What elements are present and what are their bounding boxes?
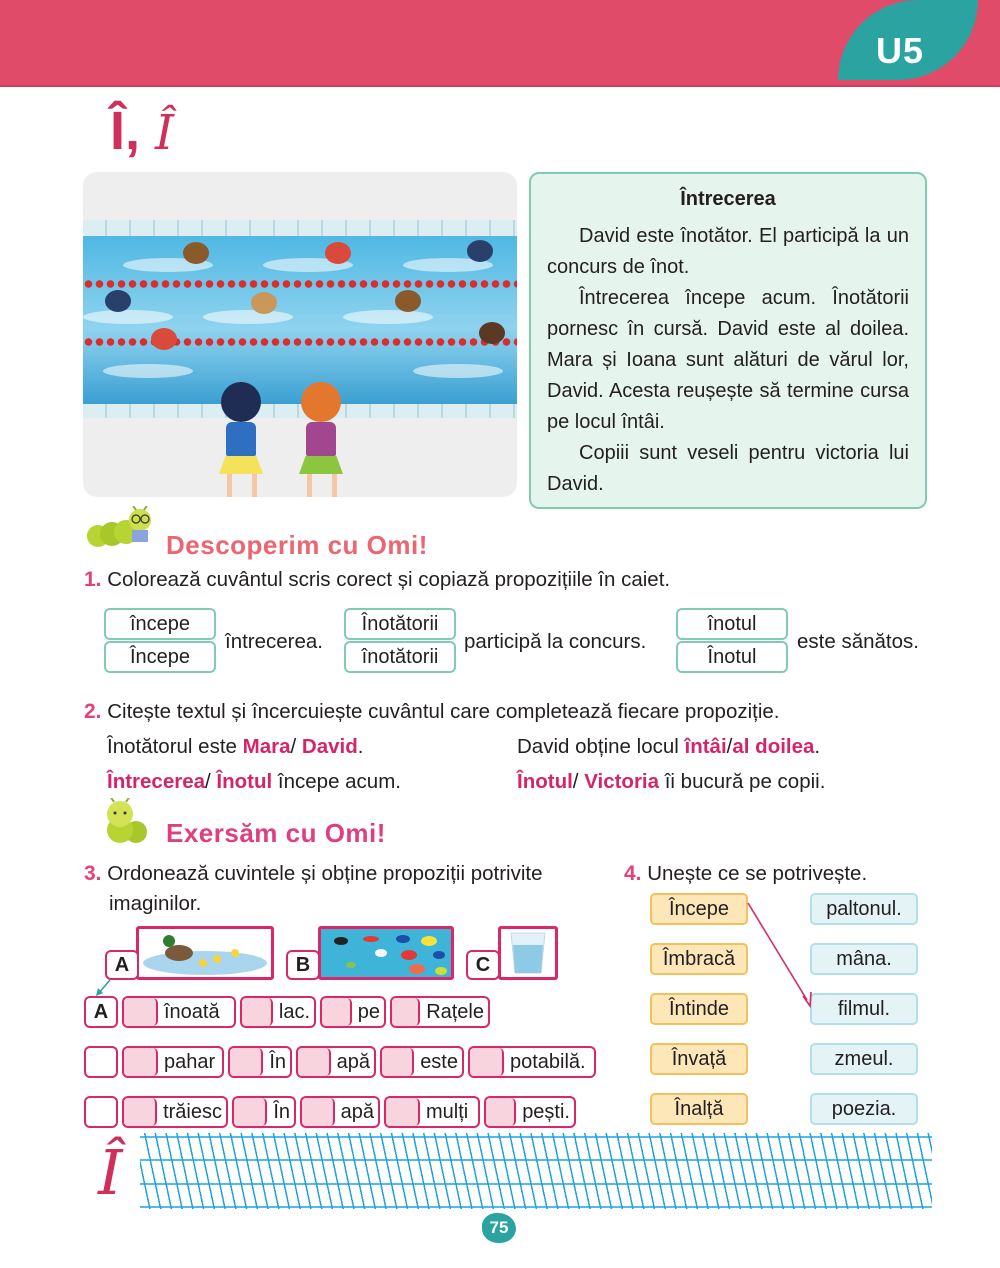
image-label-a: A xyxy=(105,950,139,980)
number-slot[interactable] xyxy=(124,1048,158,1076)
word-tile[interactable]: În xyxy=(232,1096,296,1128)
word-option[interactable]: Înotul xyxy=(676,641,788,673)
q1-text: Colorează cuvântul scris corect și copiază propozițiile în caiet. xyxy=(107,568,671,591)
number-slot[interactable] xyxy=(242,998,273,1026)
word-tile[interactable]: Rațele xyxy=(390,996,490,1028)
swimmer-icon xyxy=(183,242,209,264)
match-left-item[interactable]: Învață xyxy=(650,1043,748,1075)
choice-word[interactable]: al doilea xyxy=(732,735,815,758)
number-slot[interactable] xyxy=(470,1048,504,1076)
arrow-icon xyxy=(94,978,114,998)
caterpillar-icon xyxy=(98,798,154,844)
number-slot[interactable] xyxy=(392,998,420,1026)
q4-number: 4. xyxy=(624,862,642,885)
number-slot[interactable] xyxy=(302,1098,335,1126)
match-right-item[interactable]: paltonul. xyxy=(810,893,918,925)
q1-instruction xyxy=(84,568,670,592)
story-box xyxy=(529,172,927,509)
order-answer-box[interactable] xyxy=(84,1096,118,1128)
q4-instruction xyxy=(624,862,867,886)
image-label-c: C xyxy=(466,950,500,980)
word-option[interactable]: începe xyxy=(104,608,216,640)
order-answer-box[interactable]: A xyxy=(84,996,118,1028)
word-tile[interactable]: pești. xyxy=(484,1096,576,1128)
number-slot[interactable] xyxy=(386,1098,420,1126)
word-tile[interactable]: mulți xyxy=(384,1096,480,1128)
page-number: 75 xyxy=(482,1213,516,1243)
choice-word[interactable]: întâi xyxy=(684,735,727,758)
q3-text: Ordonează cuvintele și obține propoziții potrivite xyxy=(107,862,543,885)
lane-rope xyxy=(83,338,517,346)
number-slot[interactable] xyxy=(124,1098,157,1126)
swimmer-icon xyxy=(151,328,177,350)
word-tile[interactable]: înoată xyxy=(122,996,236,1028)
script-letter: Î xyxy=(155,105,174,161)
word-tile[interactable]: trăiesc xyxy=(122,1096,228,1128)
q1-sentence-rest: este sănătos. xyxy=(797,630,919,653)
swimmer-icon xyxy=(479,322,505,344)
q3-row-1 xyxy=(84,996,490,1028)
choice-word[interactable]: David xyxy=(301,735,358,758)
word-tile[interactable]: potabilă. xyxy=(468,1046,596,1078)
q1-sentence-rest: întrecerea. xyxy=(225,630,323,653)
match-right-item[interactable]: mâna. xyxy=(810,943,918,975)
swimmer-icon xyxy=(395,290,421,312)
q2-sentence-4: Înotul/ Victoria îi bucură pe copii. xyxy=(517,770,826,793)
lesson-letters xyxy=(110,100,174,162)
word-tile[interactable]: pe xyxy=(320,996,386,1028)
q3-row-2 xyxy=(84,1046,596,1078)
girl-figure-icon xyxy=(301,382,343,497)
q3-text-line2: imaginilor. xyxy=(109,892,202,915)
number-slot[interactable] xyxy=(234,1098,267,1126)
swimmer-icon xyxy=(251,292,277,314)
number-slot[interactable] xyxy=(230,1048,263,1076)
word-option[interactable]: înotătorii xyxy=(344,641,456,673)
section-title-practice: Exersăm cu Omi! xyxy=(166,818,386,848)
match-right-item[interactable]: filmul. xyxy=(810,993,918,1025)
number-slot[interactable] xyxy=(382,1048,414,1076)
choice-word[interactable]: Victoria xyxy=(584,770,660,793)
q4-text: Unește ce se potrivește. xyxy=(647,862,868,885)
example-match-arrow xyxy=(745,900,815,1010)
q1-word-choice-2 xyxy=(344,608,456,673)
q2-number: 2. xyxy=(84,700,102,723)
fish-aquarium-image xyxy=(318,926,454,980)
number-slot[interactable] xyxy=(298,1048,331,1076)
order-answer-box[interactable] xyxy=(84,1046,118,1078)
q2-instruction xyxy=(84,700,780,724)
swimmer-icon xyxy=(467,240,493,262)
q3-row-3 xyxy=(84,1096,576,1128)
match-right-item[interactable]: poezia. xyxy=(810,1093,918,1125)
word-tile[interactable]: este xyxy=(380,1046,464,1078)
section-title-discover: Descoperim cu Omi! xyxy=(166,530,428,560)
word-tile[interactable]: apă xyxy=(296,1046,376,1078)
q2-sentence-3: Întrecerea/ Înotul începe acum. xyxy=(107,770,401,793)
q2-text: Citește textul și încercuiește cuvântul care completează fiecare propoziție. xyxy=(107,700,780,723)
swimmer-icon xyxy=(325,242,351,264)
word-option[interactable]: înotul xyxy=(676,608,788,640)
q1-sentence-rest: participă la concurs. xyxy=(464,630,647,653)
q3-number: 3. xyxy=(84,862,102,885)
choice-word[interactable]: Înotul xyxy=(517,770,573,793)
pool-water xyxy=(83,236,517,404)
print-letter: Î, xyxy=(110,101,141,161)
story-paragraph: Întrecerea începe acum. Înotătorii pornesc în cursă. David este al doilea. Mara și Ioana sunt alături de vărul lor, David. Acesta reușește să termine cursa pe locul întâi. xyxy=(547,287,909,433)
pool-edge xyxy=(83,404,517,418)
q1-word-choice-1 xyxy=(104,608,216,673)
word-tile[interactable]: lac. xyxy=(240,996,316,1028)
choice-word[interactable]: Înotul xyxy=(216,770,273,793)
unit-label: U5 xyxy=(876,30,925,71)
story-title: Întrecerea xyxy=(680,188,776,210)
choice-word[interactable]: Întrecerea xyxy=(107,770,206,793)
image-label-b: B xyxy=(286,950,320,980)
match-left-item[interactable]: Îmbracă xyxy=(650,943,748,975)
lane-rope xyxy=(83,280,517,288)
number-slot[interactable] xyxy=(124,998,158,1026)
q3-instruction xyxy=(84,862,543,886)
word-tile[interactable]: pahar xyxy=(122,1046,224,1078)
word-option[interactable]: Înotătorii xyxy=(344,608,456,640)
model-letter: Î xyxy=(98,1136,123,1209)
number-slot[interactable] xyxy=(322,998,352,1026)
match-left-item[interactable]: Întinde xyxy=(650,993,748,1025)
word-option[interactable]: Începe xyxy=(104,641,216,673)
q1-word-choice-3 xyxy=(676,608,788,673)
girl-figure-icon xyxy=(221,382,263,497)
match-right-item[interactable]: zmeul. xyxy=(810,1043,918,1075)
choice-word[interactable]: Mara xyxy=(242,735,291,758)
q2-sentence-2: David obține locul întâi/al doilea. xyxy=(517,735,821,758)
ducks-on-lake-image xyxy=(136,926,274,980)
story-paragraph: Copiii sunt veseli pentru victoria lui David. xyxy=(547,442,909,495)
story-paragraph: David este înotător. El participă la un concurs de înot. xyxy=(547,225,909,278)
caterpillar-reading-icon xyxy=(86,506,160,550)
word-tile[interactable]: apă xyxy=(300,1096,380,1128)
handwriting-guide-lines xyxy=(140,1133,932,1209)
swimmer-icon xyxy=(105,290,131,312)
q2-sentence-1: Înotătorul este Mara/ David. xyxy=(107,735,364,758)
q1-number: 1. xyxy=(84,568,102,591)
glass-of-water-image xyxy=(498,926,558,980)
swimming-race-illustration xyxy=(83,172,517,497)
match-left-item[interactable]: Începe xyxy=(650,893,748,925)
word-tile[interactable]: În xyxy=(228,1046,292,1078)
pool-edge xyxy=(83,220,517,236)
match-left-item[interactable]: Înalță xyxy=(650,1093,748,1125)
number-slot[interactable] xyxy=(486,1098,516,1126)
